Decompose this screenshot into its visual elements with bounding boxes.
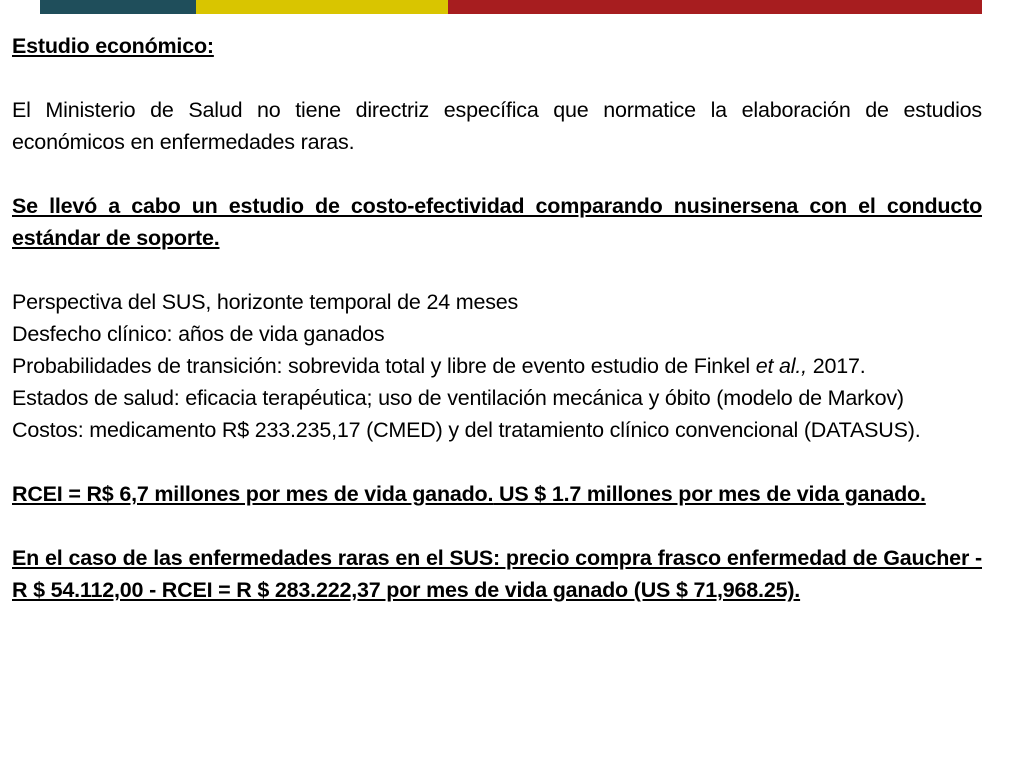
header-bar-segment-red: [448, 0, 982, 14]
detail-health-states: Estados de salud: eficacia terapéutica; uso de ventilación mecánica y óbito (modelo de Markov): [12, 386, 904, 410]
header-bar-segment-teal: [40, 0, 196, 14]
section-title: Estudio económico:: [12, 34, 214, 58]
detail-transition-suffix: 2017.: [806, 354, 866, 378]
rare-disease-part-2: : precio compra frasco enfermedad de Gaucher - R $ 54.112,00 - RCEI = R $ 283.222,37 por mes de vida ganado (US $ 71,968.25).: [12, 546, 982, 602]
header-color-bar: [40, 0, 982, 14]
detail-outcome: Desfecho clínico: años de vida ganados: [12, 322, 385, 346]
paragraph-study-summary: Se llevó a cabo un estudio de costo-efectividad comparando nusinersena con el conducto estándar de soporte.: [12, 194, 982, 250]
paragraph-guidelines: El Ministerio de Salud no tiene directriz específica que normatice la elaboración de estudios económicos en enfermedades raras.: [12, 98, 982, 154]
icer-part-2: US $ 1.7 millones por mes de vida ganado.: [493, 482, 926, 506]
detail-perspective: Perspectiva del SUS, horizonte temporal de 24 meses: [12, 290, 519, 314]
detail-transition: [12, 350, 982, 382]
slide-content: [12, 30, 982, 606]
paragraph-icer: [12, 478, 982, 510]
paragraph-rare-disease: [12, 542, 982, 606]
detail-transition-prefix: Probabilidades de transición: sobrevida total y libre de evento estudio de Finkel: [12, 354, 756, 378]
rare-disease-part-1: En el caso de las enfermedades raras en el SUS: [12, 546, 494, 570]
icer-part-1: RCEI = R$ 6,7 millones por mes de vida ganado.: [12, 482, 494, 506]
header-bar-segment-yellow: [196, 0, 448, 14]
detail-transition-italic: et al.,: [755, 354, 807, 378]
detail-costs: Costos: medicamento R$ 233.235,17 (CMED) y del tratamiento clínico convencional (DATASUS).: [12, 418, 921, 442]
